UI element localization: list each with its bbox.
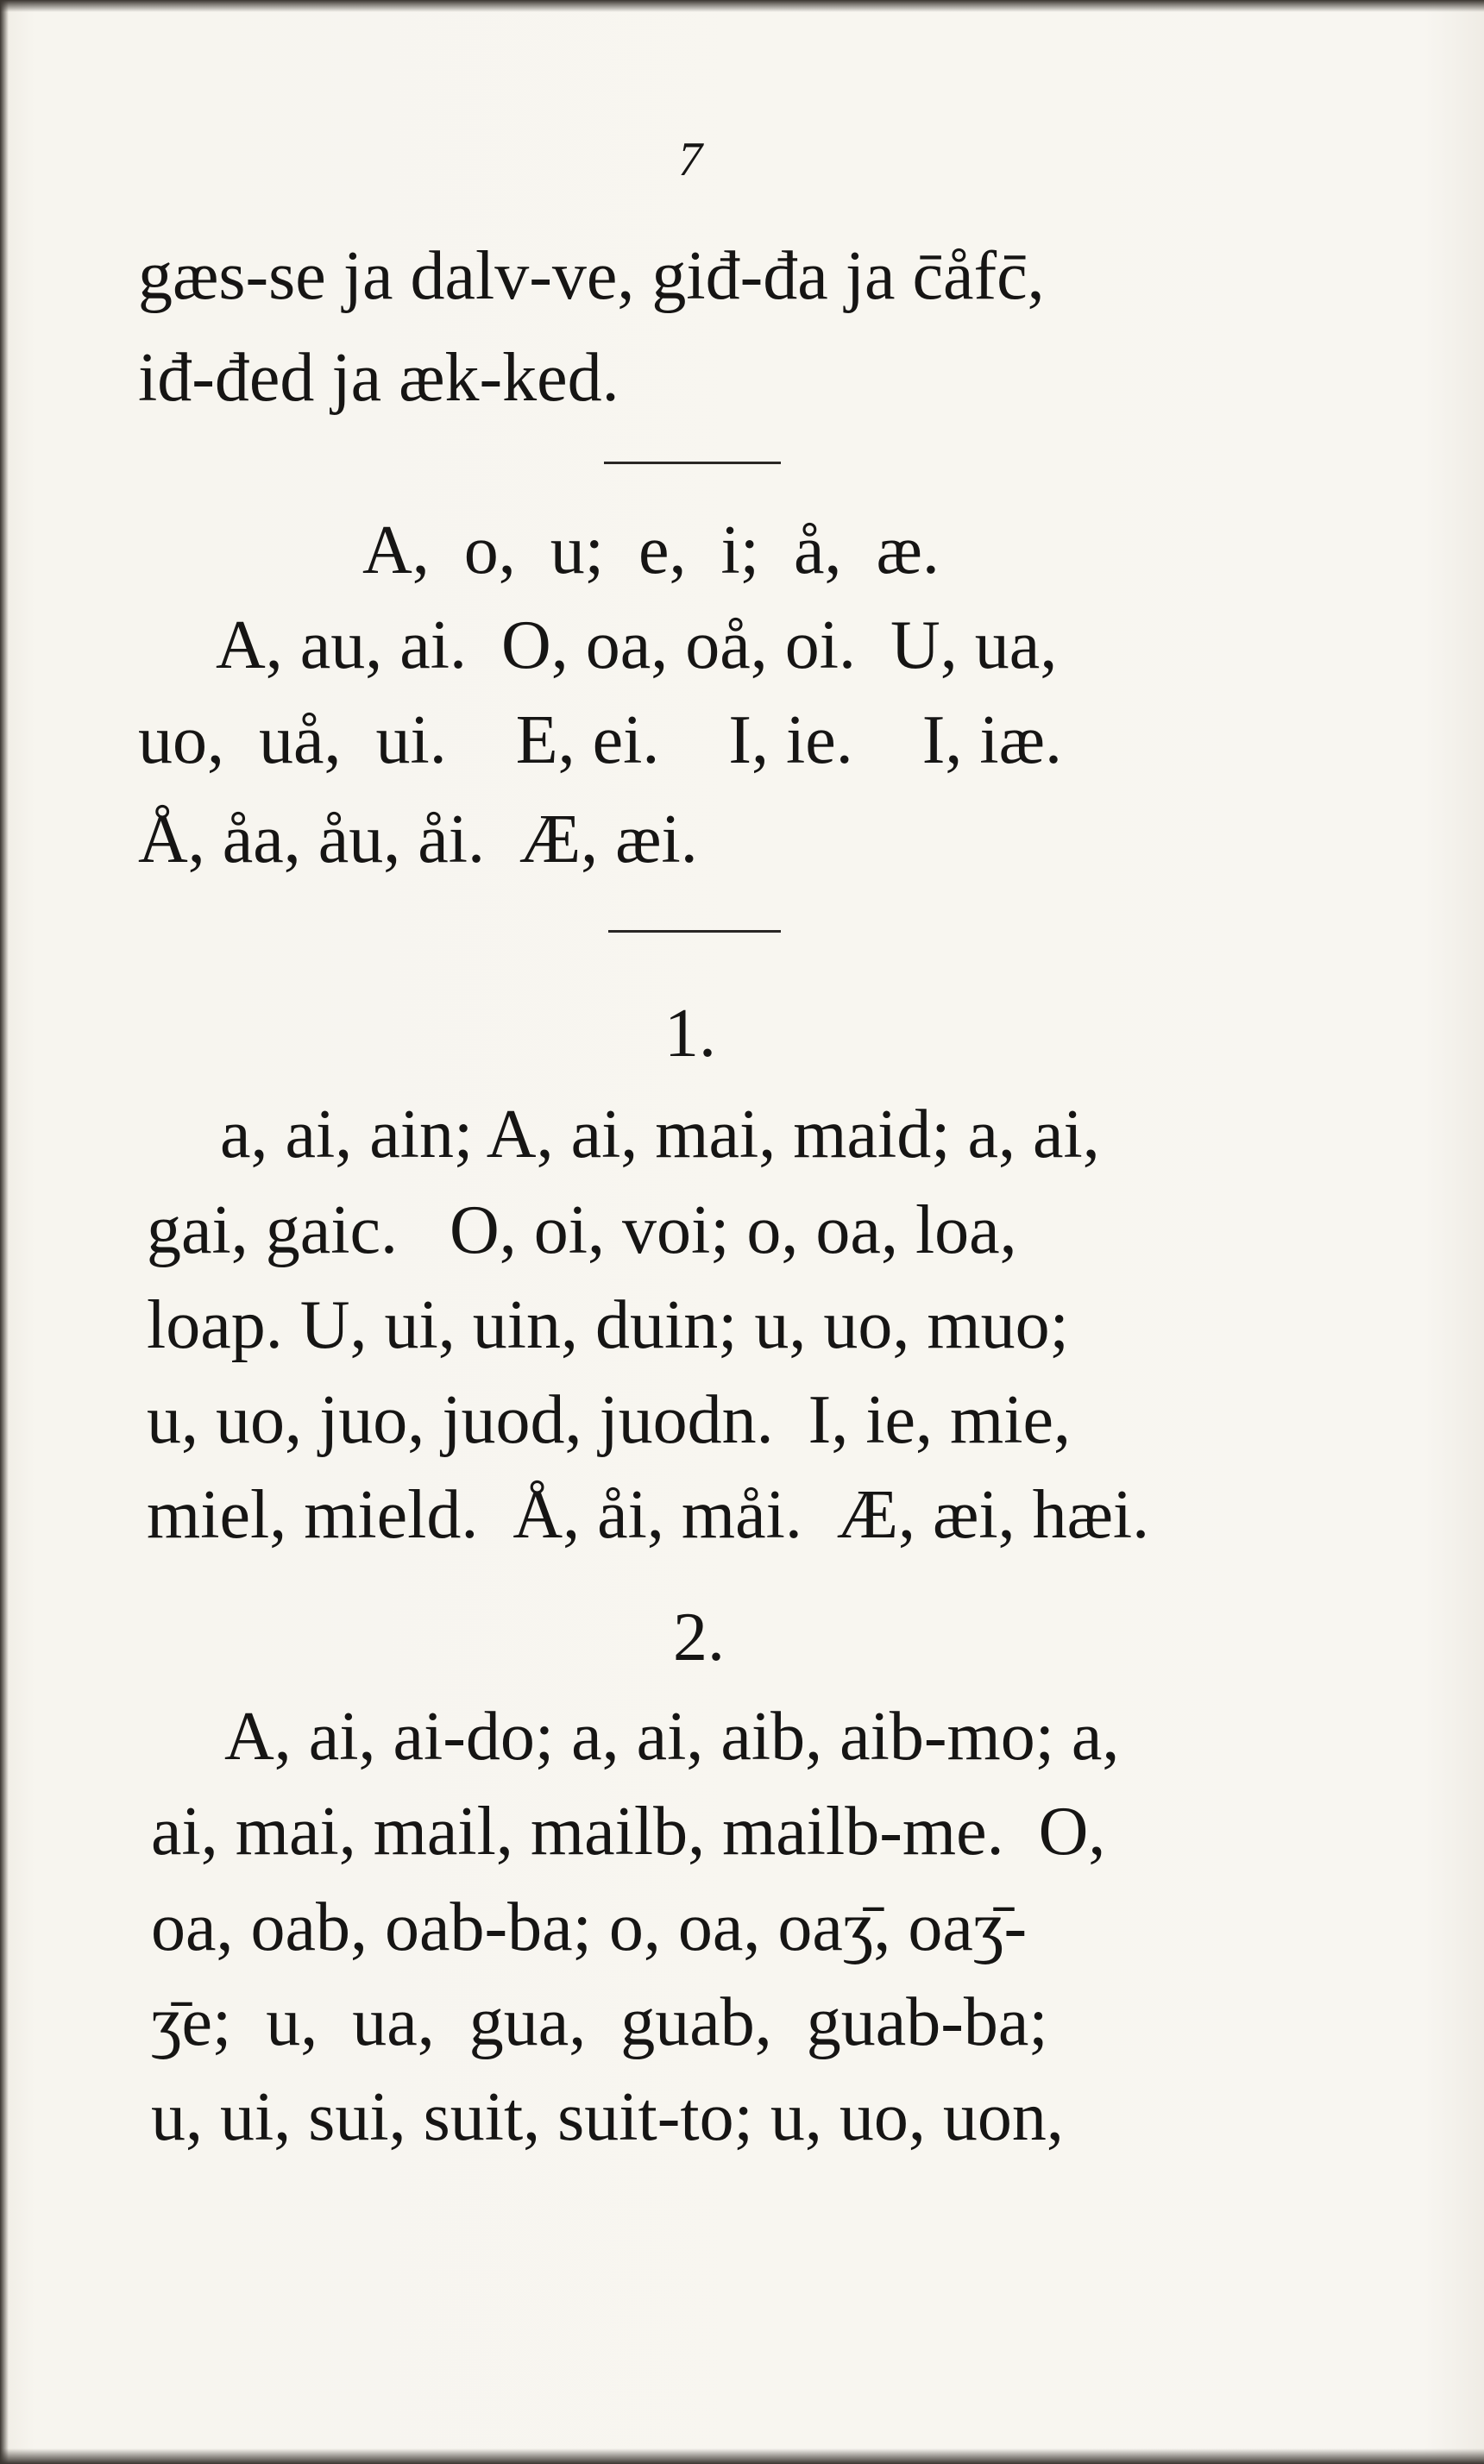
section-number: 2.	[673, 1600, 725, 1675]
vowel-heading: A, o, u; e, i; å, æ.	[362, 512, 940, 588]
page-edge-top	[0, 0, 1484, 12]
text-line: iđ-đed ja æk-ked.	[138, 340, 619, 416]
text-line: a, ai, ain; A, ai, mai, maid; a, ai,	[220, 1097, 1100, 1172]
text-line: gai, gaic. O, oi, voi; o, oa, loa,	[147, 1192, 1017, 1268]
text-line: gæs-se ja dalv-ve, giđ-đa ja c̄åfc̄,	[138, 238, 1045, 314]
text-line: loap. U, ui, uin, duin; u, uo, muo;	[147, 1287, 1069, 1363]
text-line: uo, uå, ui. E, ei. I, ie. I, iæ.	[138, 702, 1062, 778]
text-line: u, ui, sui, suit, suit-to; u, uo, uon,	[151, 2079, 1064, 2155]
text-line: oa, oab, oab-ba; o, oa, oaʒ̄, oaʒ̄-	[151, 1889, 1028, 1965]
section-number: 1.	[664, 996, 716, 1072]
page-edge-bottom	[0, 2448, 1484, 2464]
section-rule	[608, 930, 781, 933]
text-line: miel, mield. Å, åi, måi. Æ, æi, hæi.	[147, 1477, 1150, 1553]
page-number: 7	[678, 133, 702, 186]
text-line: u, uo, juo, juod, juodn. I, ie, mie,	[147, 1382, 1072, 1458]
text-line: ʒ̄e; u, ua, gua, guab, guab-ba;	[151, 1984, 1048, 2060]
section-rule	[604, 462, 781, 464]
text-line: ai, mai, mail, mailb, mailb-me. O,	[151, 1794, 1106, 1870]
page-edge-left	[0, 0, 9, 2464]
text-line: A, ai, ai-do; a, ai, aib, aib-mo; a,	[224, 1699, 1120, 1775]
text-line: Å, åa, åu, åi. Æ, æi.	[138, 801, 698, 877]
text-line: A, au, ai. O, oa, oå, oi. U, ua,	[216, 607, 1058, 683]
